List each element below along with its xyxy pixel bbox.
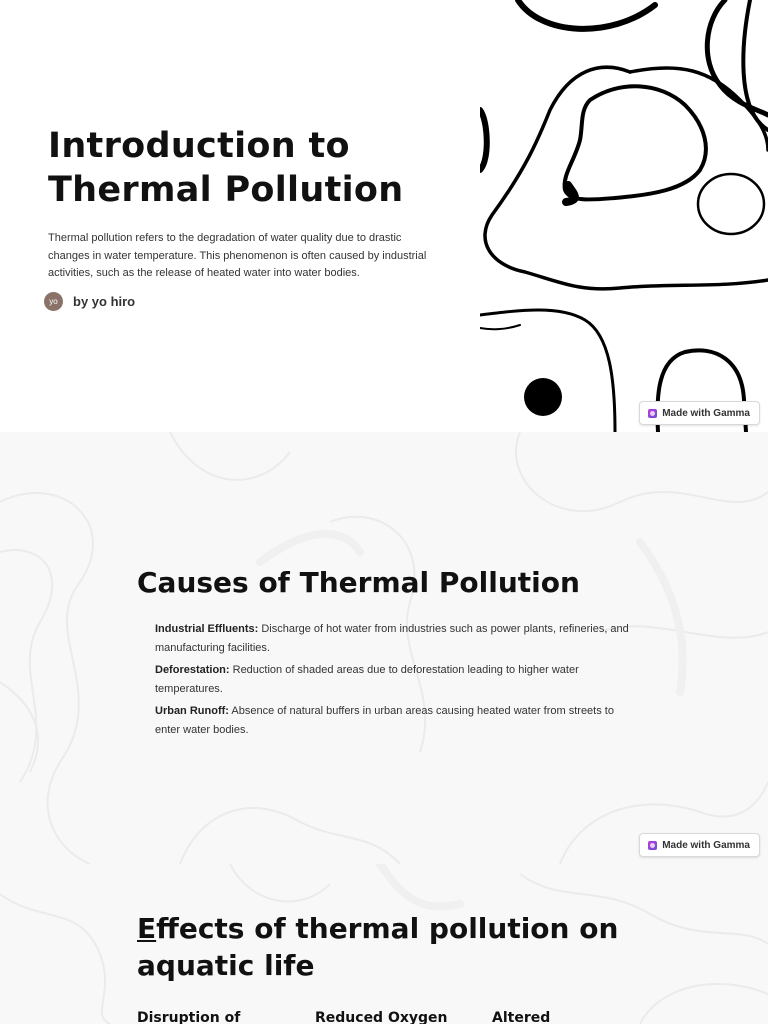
- column-heading: Altered: [492, 1010, 551, 1024]
- slide-intro: [0, 0, 768, 432]
- gamma-logo-icon: [648, 841, 657, 850]
- list-item: [155, 661, 630, 698]
- slide-effects: [0, 864, 768, 1024]
- topographic-illustration: [480, 0, 768, 432]
- avatar: yo: [44, 292, 63, 311]
- made-with-gamma-badge[interactable]: [639, 833, 760, 857]
- list-item: [155, 620, 630, 657]
- causes-list: [155, 620, 630, 743]
- effects-columns: [137, 1010, 637, 1024]
- badge-label: Made with Gamma: [662, 407, 750, 419]
- column-heading: Disruption of: [137, 1010, 241, 1024]
- slide-title: [137, 910, 657, 984]
- slide-title: Causes of Thermal Pollution: [137, 566, 580, 599]
- list-item-text: Absence of natural buffers in urban areas causing heated water from streets to enter water bodies.: [155, 705, 614, 736]
- contour-lines-image: [480, 0, 768, 432]
- gamma-logo-icon: [648, 409, 657, 418]
- slide-description: Thermal pollution refers to the degradation of water quality due to drastic changes in water temperature. This phenomenon is often caused by industrial activities, such as the release of heated water into water bodies.: [48, 232, 427, 279]
- author: [44, 292, 135, 311]
- list-item-text: Discharge of hot water from industries such as power plants, refineries, and manufacturing facilities.: [155, 623, 629, 654]
- column-heading: Reduced Oxygen: [315, 1010, 448, 1024]
- list-item-term: Urban Runoff:: [155, 705, 229, 717]
- made-with-gamma-badge[interactable]: [639, 401, 760, 425]
- list-item-term: Deforestation:: [155, 664, 230, 676]
- slide-title: Introduction to Thermal Pollution: [48, 126, 404, 210]
- list-item: [155, 702, 630, 739]
- slide-causes: [0, 432, 768, 864]
- list-item-term: Industrial Effluents:: [155, 623, 259, 635]
- title-first-letter: E: [137, 912, 157, 945]
- badge-label: Made with Gamma: [662, 839, 750, 851]
- list-item-text: Reduction of shaded areas due to deforestation leading to higher water temperatures.: [155, 664, 579, 695]
- title-rest: ffects of thermal pollution on aquatic life: [137, 912, 619, 982]
- author-byline: by yo hiro: [73, 294, 136, 309]
